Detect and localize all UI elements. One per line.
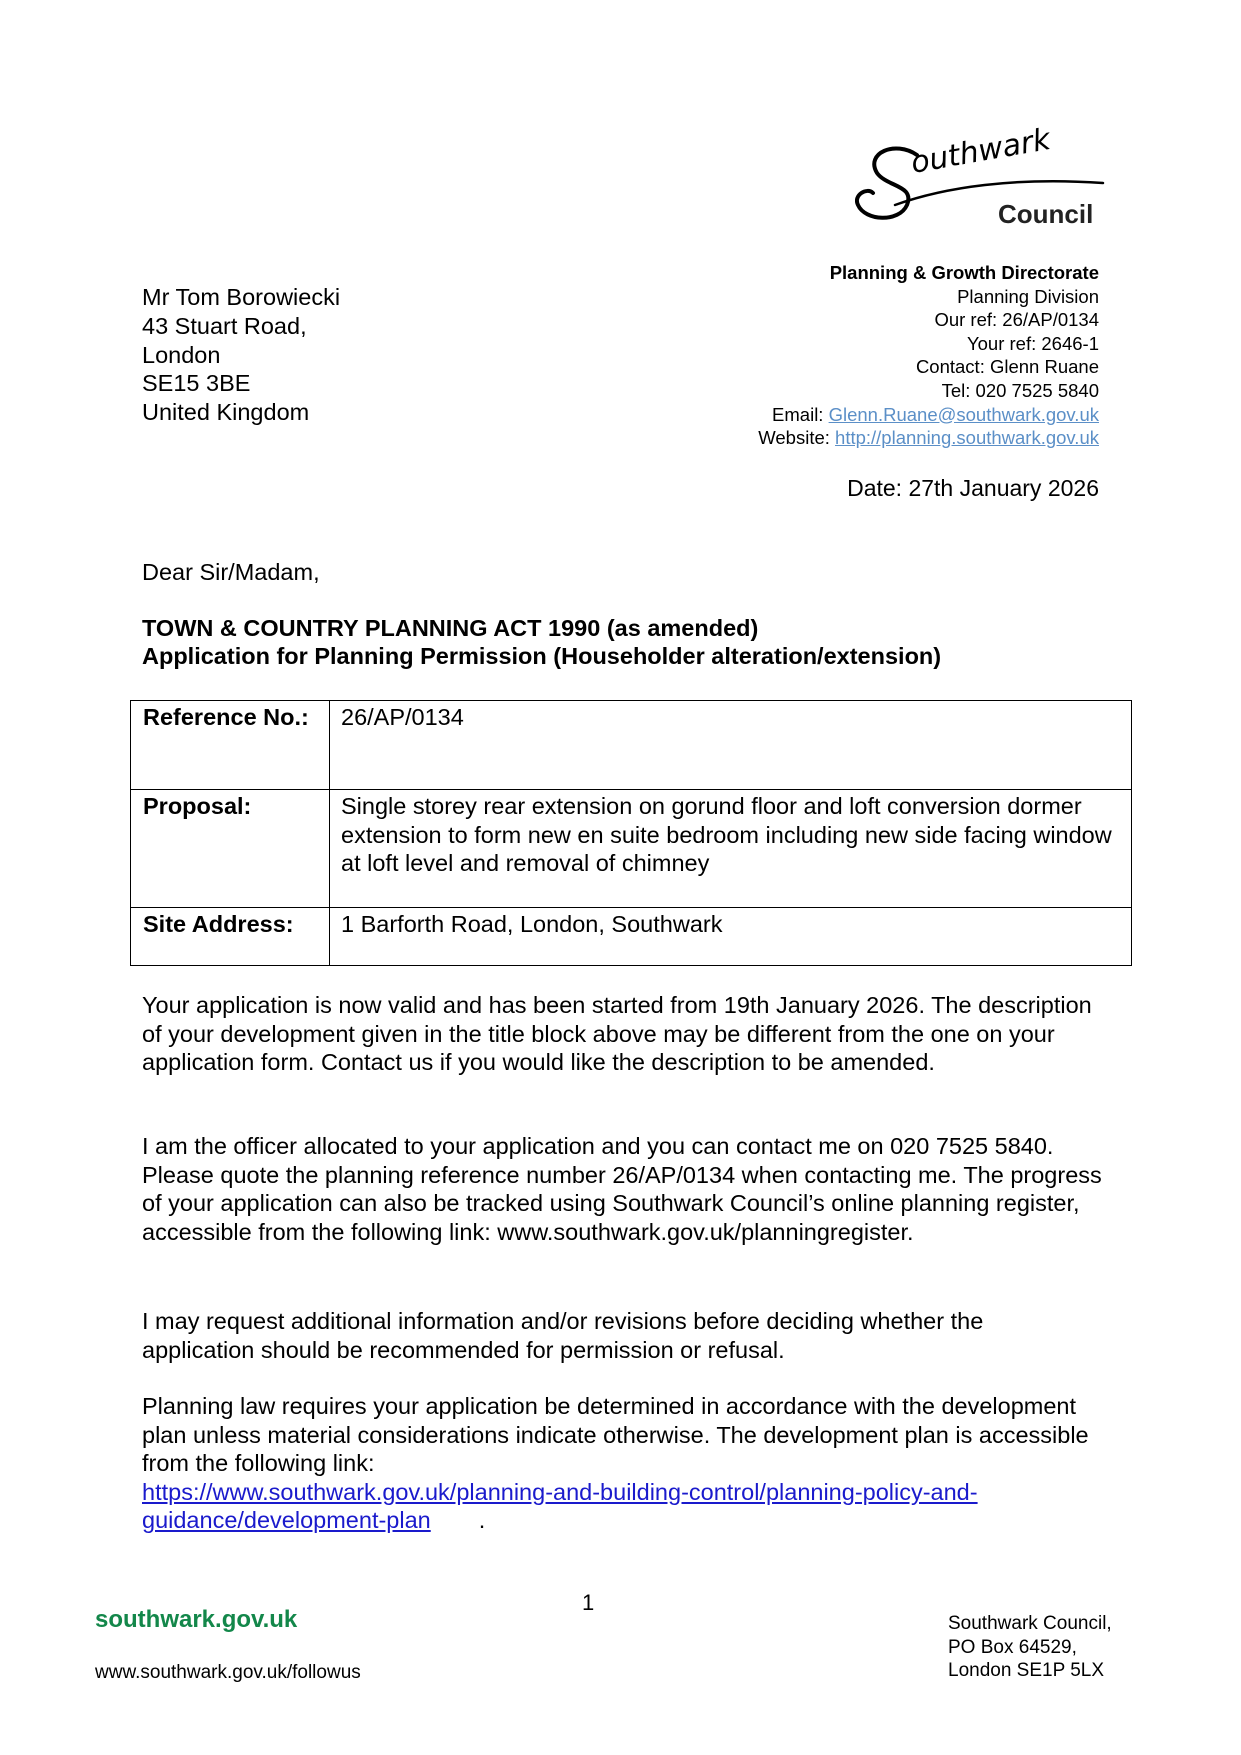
recipient-postcode: SE15 3BE: [142, 370, 251, 397]
table-row: [131, 701, 1132, 790]
recipient-city: London: [142, 341, 221, 368]
tel: Tel: 020 7525 5840: [941, 379, 1099, 401]
svg-text:outhwark: outhwark: [908, 125, 1054, 181]
footer-followus-link[interactable]: www.southwark.gov.uk/followus: [95, 1662, 361, 1683]
development-plan-link[interactable]: [142, 1479, 978, 1534]
heading-act: TOWN & COUNTRY PLANNING ACT 1990 (as amended): [142, 615, 759, 641]
paragraph-validity: [142, 991, 1102, 1077]
footer-address-line: Southwark Council,: [948, 1613, 1112, 1634]
heading-application: Application for Planning Permission (Householder alteration/extension): [142, 643, 942, 670]
paragraph-development-plan: [142, 1392, 1102, 1535]
recipient-address: [142, 283, 340, 427]
website-link[interactable]: http://planning.southwark.gov.uk: [835, 427, 1099, 449]
paragraph-revisions: [142, 1307, 1102, 1364]
website-line: [758, 426, 1099, 450]
footer-brand-link[interactable]: southwark.gov.uk: [95, 1606, 298, 1633]
site-address-value: 1 Barforth Road, London, Southwark: [330, 908, 1132, 966]
email-label: Email:: [772, 403, 829, 425]
proposal-value: Single storey rear extension on gorund floor and loft conversion dormer extension to form new en suite bedroom including new side facing window at loft level and removal of chimney: [330, 790, 1132, 908]
paragraph-text: Your application is now valid and has been started from 19th January 2026. The description of your development given in the title block above may be different from the one on your application form. Contact us if you would like the description to be amended.: [142, 992, 1092, 1076]
paragraph-officer: [142, 1132, 1102, 1246]
reference-value: 26/AP/0134: [330, 701, 1132, 790]
email-line: [758, 403, 1099, 427]
salutation: Dear Sir/Madam,: [142, 559, 320, 585]
logo-icon: [855, 125, 1105, 245]
directorate: Planning & Growth Directorate: [829, 262, 1099, 283]
recipient-country: United Kingdom: [142, 399, 310, 426]
letter-heading: [142, 614, 1102, 671]
link-line-2: guidance/development-plan: [142, 1507, 431, 1534]
paragraph-text: Planning law requires your application be determined in accordance with the development plan unless material considerations indicate otherwise. The development plan is accessible from the following link:: [142, 1393, 1089, 1477]
website-label: Website:: [758, 427, 836, 449]
sender-details: [758, 261, 1099, 450]
letter-date: Date: 27th January 2026: [847, 475, 1099, 501]
paragraph-text: I am the officer allocated to your application and you can contact me on 020 7525 5840. Please quote the planning reference number 26/AP/0134 when contacting me. The progress of your application can also be tracked using Southwark Council’s online planning register, accessible from the following link: www.southwark.gov.uk/planningregister.: [142, 1133, 1102, 1245]
recipient-street: 43 Stuart Road,: [142, 312, 307, 339]
site-address-label: Site Address:: [131, 908, 330, 966]
page-number: 1: [582, 1590, 595, 1615]
footer-address-line: London SE1P 5LX: [948, 1660, 1105, 1681]
your-ref: Your ref: 2646-1: [967, 332, 1099, 354]
proposal-label: Proposal:: [131, 790, 330, 908]
link-line-1: https://www.southwark.gov.uk/planning-and-building-control/planning-policy-and-: [142, 1478, 978, 1505]
contact: Contact: Glenn Ruane: [915, 356, 1099, 378]
southwark-council-logo: [855, 125, 1105, 245]
table-row: [131, 908, 1132, 966]
our-ref: Our ref: 26/AP/0134: [934, 309, 1099, 331]
recipient-name: Mr Tom Borowiecki: [142, 284, 341, 310]
footer-address-line: PO Box 64529,: [948, 1636, 1077, 1658]
email-link[interactable]: Glenn.Ruane@southwark.gov.uk: [828, 403, 1099, 425]
paragraph-text: I may request additional information and/or revisions before deciding whether the application should be recommended for permission or refusal.: [142, 1308, 984, 1363]
division: Planning Division: [957, 285, 1099, 307]
application-details-table: [130, 700, 1132, 966]
reference-label: Reference No.:: [131, 701, 330, 790]
trailing-period: .: [478, 1507, 486, 1534]
footer-address: [948, 1612, 1112, 1683]
svg-text:Council: Council: [998, 199, 1094, 229]
table-row: [131, 790, 1132, 908]
